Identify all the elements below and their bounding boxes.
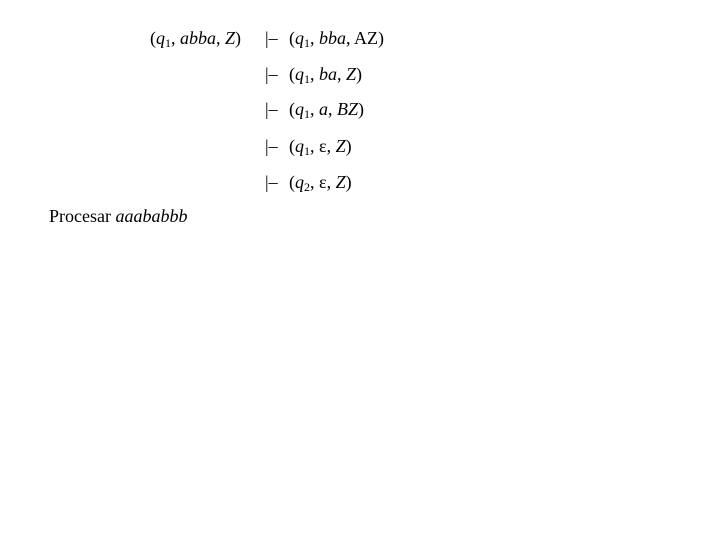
state-subscript: 1 — [304, 144, 310, 158]
step-configuration — [289, 99, 364, 119]
separator: , — [310, 136, 319, 156]
separator: , — [326, 136, 336, 156]
paren-open: ( — [289, 99, 295, 119]
paren-open: ( — [289, 172, 295, 192]
state-symbol: q — [295, 28, 304, 48]
input-string: bba — [319, 28, 346, 48]
paren-close: ) — [378, 28, 385, 48]
paren-open: ( — [289, 28, 295, 48]
paren-close: ) — [235, 28, 242, 48]
separator: , — [326, 172, 336, 192]
step-configuration — [289, 64, 362, 84]
stack-content: Z — [225, 28, 236, 48]
state-symbol: q — [295, 99, 304, 119]
state-subscript: 1 — [304, 107, 310, 121]
paren-close: ) — [345, 136, 352, 156]
input-string: abba — [180, 28, 216, 48]
step-symbol: |– — [265, 136, 278, 156]
step-symbol: |– — [265, 99, 278, 119]
state-symbol: q — [295, 172, 304, 192]
state-subscript: 1 — [304, 36, 310, 50]
state-symbol: q — [295, 64, 304, 84]
step-symbol: |– — [265, 64, 278, 84]
stack-content: Z — [335, 136, 346, 156]
process-caption — [49, 206, 187, 226]
state-subscript: 1 — [165, 36, 171, 50]
paren-close: ) — [345, 172, 352, 192]
separator: , — [310, 28, 319, 48]
separator: , — [346, 28, 355, 48]
separator: , — [310, 172, 319, 192]
separator: , — [337, 64, 346, 84]
step-symbol: |– — [265, 172, 278, 192]
step-symbol: |– — [265, 28, 278, 48]
stack-content: Z — [346, 64, 357, 84]
separator: , — [328, 99, 337, 119]
stack-content: Z — [335, 172, 346, 192]
state-symbol: q — [295, 136, 304, 156]
paren-open: ( — [289, 136, 295, 156]
separator: , — [310, 99, 319, 119]
paren-open: ( — [150, 28, 156, 48]
input-string: ε — [319, 172, 327, 192]
input-string: ε — [319, 136, 327, 156]
step-configuration — [289, 28, 384, 48]
caption-label: Procesar — [49, 206, 116, 226]
state-subscript: 2 — [304, 180, 310, 194]
paren-close: ) — [358, 99, 365, 119]
input-string: a — [319, 99, 328, 119]
initial-configuration — [150, 28, 241, 48]
stack-content: BZ — [337, 99, 359, 119]
input-string: ba — [319, 64, 337, 84]
paren-open: ( — [289, 64, 295, 84]
caption-word: aaababbb — [115, 206, 188, 226]
stack-content: AZ — [354, 28, 379, 48]
paren-close: ) — [356, 64, 363, 84]
separator: , — [171, 28, 180, 48]
separator: , — [310, 64, 319, 84]
step-configuration — [289, 172, 352, 192]
state-subscript: 1 — [304, 72, 310, 86]
step-configuration — [289, 136, 352, 156]
separator: , — [216, 28, 225, 48]
state-symbol: q — [156, 28, 165, 48]
